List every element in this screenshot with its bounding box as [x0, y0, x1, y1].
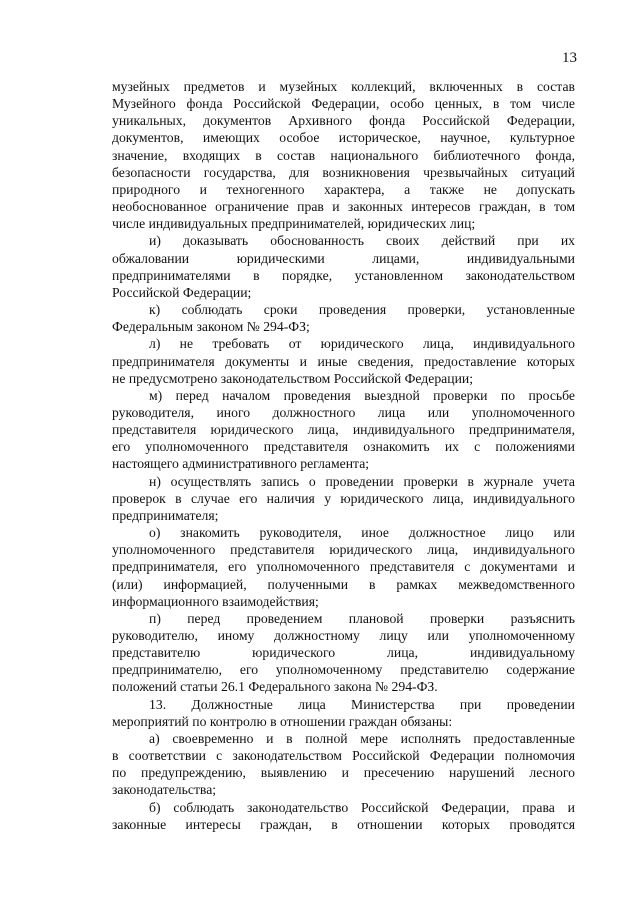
text-line: предпринимателя, его уполномоченного представителя с документами и: [112, 559, 575, 575]
paragraph-item-a: [112, 730, 575, 799]
text-line: значение, входящих в состав национального библиотечного фонда,: [112, 147, 575, 163]
text-line: о) знакомить руководителя, иное должностное лицо или: [149, 525, 575, 541]
paragraph-item-p: [112, 610, 575, 696]
text-line: руководителя, иного должностного лица или уполномоченного: [112, 404, 575, 420]
text-line: настоящего административного регламента;: [112, 456, 370, 472]
text-line: документов, имеющих особое историческое, научное, культурное: [112, 130, 575, 146]
text-line: в соответствии с законодательством Российской Федерации полномочия: [112, 748, 575, 764]
text-line: предпринимателя;: [112, 507, 219, 523]
text-line: а) своевременно и в полной мере исполнять предоставленные: [149, 730, 575, 746]
text-line: безопасности государства, для возникновения чрезвычайных ситуаций: [112, 164, 575, 180]
paragraph-item-o: [112, 524, 575, 610]
text-line: мероприятий по контролю в отношении граждан обязаны:: [112, 713, 453, 729]
text-line: числе индивидуальных предпринимателей, юридических лиц;: [112, 216, 476, 232]
text-line: н) осуществлять запись о проведении проверки в журнале учета: [149, 473, 575, 489]
paragraph-item-k: [112, 301, 575, 335]
paragraph-continuation: [112, 78, 575, 232]
text-line: м) перед началом проведения выездной проверки по просьбе: [149, 387, 575, 403]
text-line: представителя юридического лица, индивидуального предпринимателя,: [112, 422, 575, 438]
text-line: 13. Должностные лица Министерства при проведении: [149, 696, 575, 712]
text-line: Российской Федерации;: [112, 284, 252, 300]
text-line: его уполномоченного представителя ознакомить их с положениями: [112, 439, 575, 455]
text-line: законные интересы граждан, в отношении которых проводятся: [112, 816, 575, 832]
text-line: п) перед проведением плановой проверки разъяснить: [149, 610, 575, 626]
text-line: уникальных, документов Архивного фонда Российской Федерации,: [112, 113, 575, 129]
text-line: Федеральным законом № 294-ФЗ;: [112, 319, 310, 335]
paragraph-item-n: [112, 473, 575, 524]
text-line: по предупреждению, выявлению и пресечению нарушений лесного: [112, 765, 575, 781]
paragraph-section-13: [112, 696, 575, 730]
text-line: природного и техногенного характера, а также не допускать: [112, 181, 575, 197]
paragraph-item-l: [112, 335, 575, 386]
text-line: положений статьи 26.1 Федерального закона № 294-ФЗ.: [112, 679, 438, 695]
text-line: предпринимателю, его уполномоченному представителю содержание: [112, 662, 575, 678]
text-line: предпринимателями в порядке, установленном законодательством: [112, 267, 575, 283]
text-line: уполномоченного представителя юридического лица, индивидуального: [112, 542, 575, 558]
text-line: л) не требовать от юридического лица, индивидуального: [149, 336, 575, 352]
paragraph-item-i: [112, 232, 575, 301]
text-line: Музейного фонда Российской Федерации, особо ценных, в том числе: [112, 96, 575, 112]
text-line: информационного взаимодействия;: [112, 593, 319, 609]
text-line: законодательства;: [112, 782, 217, 798]
paragraph-item-m: [112, 387, 575, 473]
document-body: [112, 78, 575, 833]
paragraph-item-b: [112, 799, 575, 833]
text-line: проверок в случае его наличия у юридического лица, индивидуального: [112, 490, 575, 506]
text-line: (или) информацией, полученными в рамках межведомственного: [112, 576, 575, 592]
text-line: обжаловании юридическими лицами, индивидуальными: [112, 250, 575, 266]
text-line: б) соблюдать законодательство Российской Федерации, права и: [149, 799, 575, 815]
text-line: музейных предметов и музейных коллекций, включенных в состав: [112, 79, 575, 94]
text-line: к) соблюдать сроки проведения проверки, установленные: [149, 302, 575, 318]
text-line: руководителю, иному должностному лицу или уполномоченному: [112, 628, 575, 643]
page-number: 13: [562, 50, 577, 66]
text-line: представителю юридического лица, индивидуальному: [112, 645, 575, 661]
text-line: и) доказывать обоснованность своих действий при их: [149, 233, 575, 249]
text-line: не предусмотрено законодательством Российской Федерации;: [112, 370, 474, 386]
text-line: предпринимателя документы и иные сведения, предоставление которых: [112, 353, 575, 369]
text-line: необоснованное ограничение прав и законных интересов граждан, в том: [112, 199, 575, 215]
